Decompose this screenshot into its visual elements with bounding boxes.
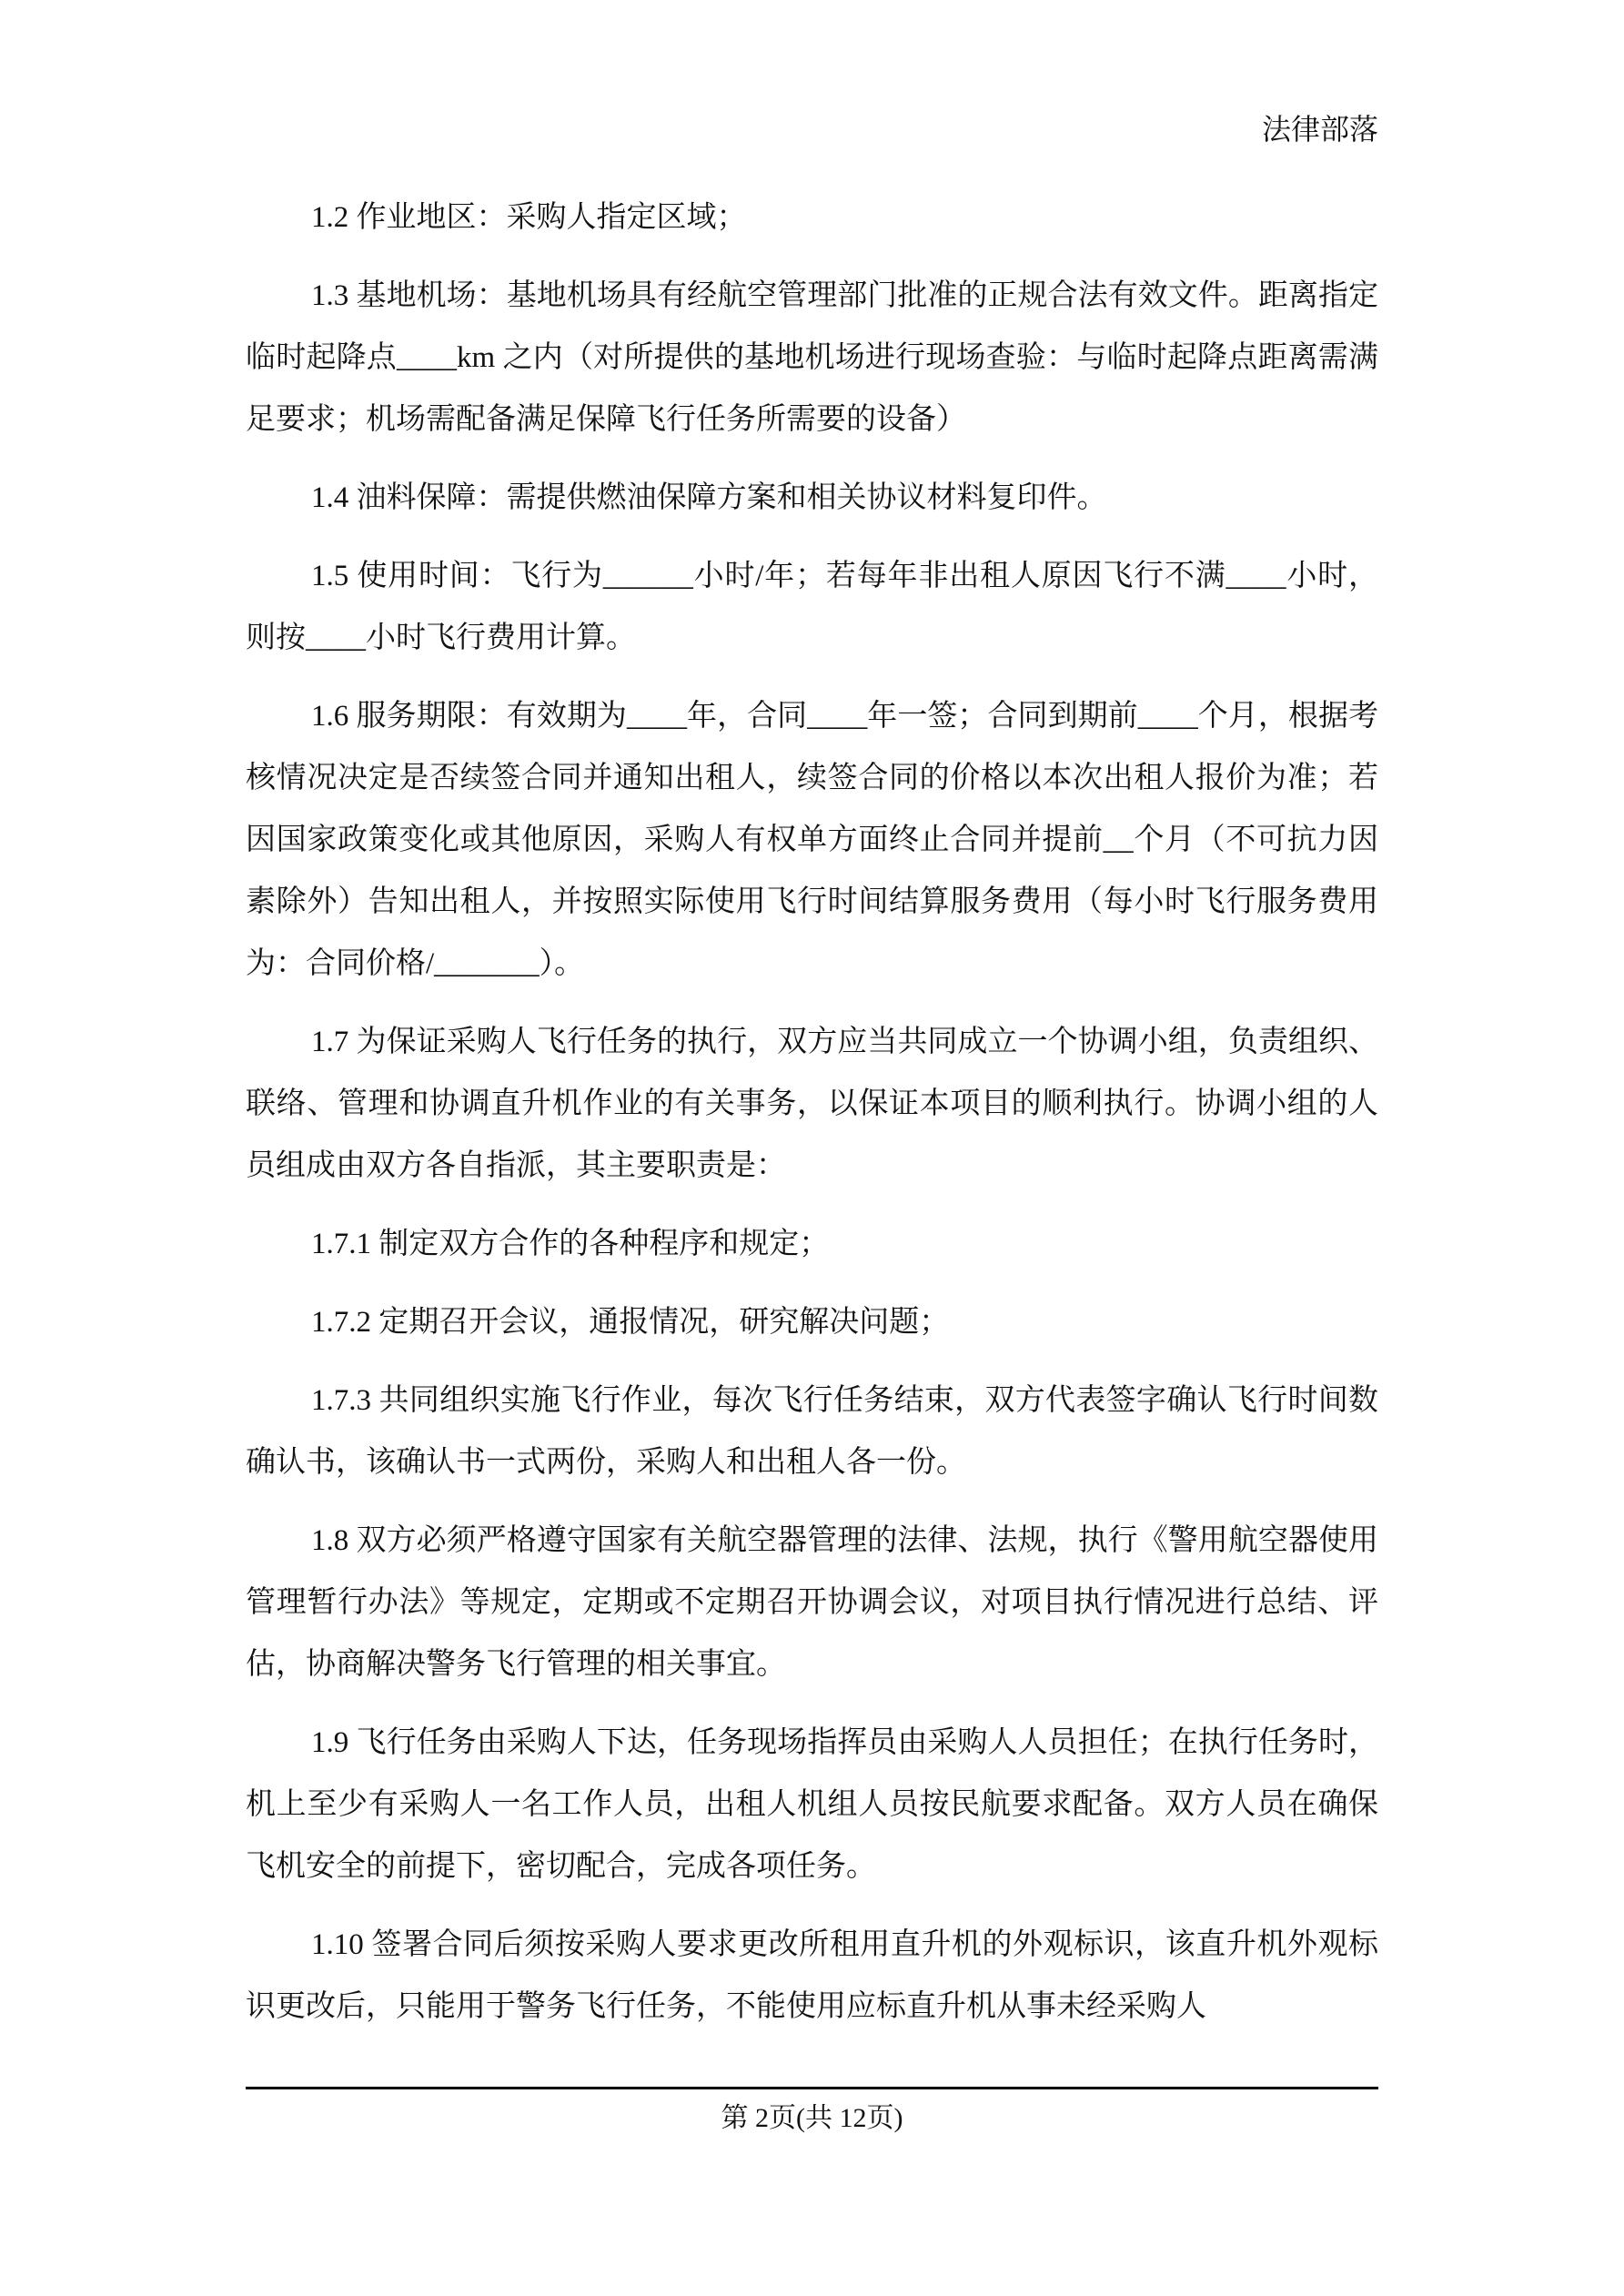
- clause-1-6: 1.6 服务期限：有效期为____年，合同____年一签；合同到期前____个月，根据考核情况决定是否续签合同并通知出租人，续签合同的价格以本次出租人报价为准；若因国家政策变化或其他原因，采购人有权单方面终止合同并提前__个月（不可抗力因素除外）告知出租人，并按照实际使用飞行时间结算服务费用（每小时飞行服务费用为：合同价格/_______）。: [246, 700, 1379, 980]
- clause-1-3: 1.3 基地机场：基地机场具有经航空管理部门批准的正规合法有效文件。距离指定临时起降点____km 之内（对所提供的基地机场进行现场查验：与临时起降点距离需满足要求；机场需配备满足保障飞行任务所需要的设备）: [246, 279, 1378, 436]
- document-body: [246, 187, 1378, 2054]
- clause-1-7-2: 1.7.2 定期召开会议，通报情况，研究解决问题；: [311, 1306, 950, 1339]
- clause-1-9: 1.9 飞行任务由采购人下达，任务现场指挥员由采购人人员担任；在执行任务时，机上至少有采购人一名工作人员，出租人机组人员按民航要求配备。双方人员在确保飞机安全的前提下，密切配合，完成各项任务。: [246, 1726, 1378, 1883]
- clause-1-5: 1.5 使用时间：飞行为______小时/年；若每年非出租人原因飞行不满____小时，则按____小时飞行费用计算。: [246, 560, 1378, 654]
- clause-1-4: 1.4 油料保障：需提供燃油保障方案和相关协议材料复印件。: [311, 481, 1107, 514]
- clause-1-8: 1.8 双方必须严格遵守国家有关航空器管理的法律、法规，执行《警用航空器使用管理暂行办法》等规定，定期或不定期召开协调会议，对项目执行情况进行总结、评估，协商解决警务飞行管理的相关事宜。: [246, 1524, 1378, 1681]
- page-number: 第 2页(共 12页): [721, 2103, 903, 2133]
- clause-1-7-1: 1.7.1 制定双方合作的各种程序和规定；: [311, 1228, 830, 1260]
- clause-1-7: 1.7 为保证采购人飞行任务的执行，双方应当共同成立一个协调小组，负责组织、联络、管理和协调直升机作业的有关事务，以保证本项目的顺利执行。协调小组的人员组成由双方各自指派，其主要职责是：: [246, 1026, 1378, 1182]
- clause-1-10: 1.10 签署合同后须按采购人要求更改所租用直升机的外观标识，该直升机外观标识更改后，只能用于警务飞行任务，不能使用应标直升机从事未经采购人: [246, 1928, 1378, 2023]
- clause-1-7-3: 1.7.3 共同组织实施飞行作业，每次飞行任务结束，双方代表签字确认飞行时间数确认书，该确认书一式两份，采购人和出租人各一份。: [246, 1384, 1378, 1479]
- clause-1-2: 1.2 作业地区：采购人指定区域；: [311, 201, 747, 234]
- header-brand: 法律部落: [1261, 113, 1378, 146]
- footer-rule: [246, 2087, 1378, 2135]
